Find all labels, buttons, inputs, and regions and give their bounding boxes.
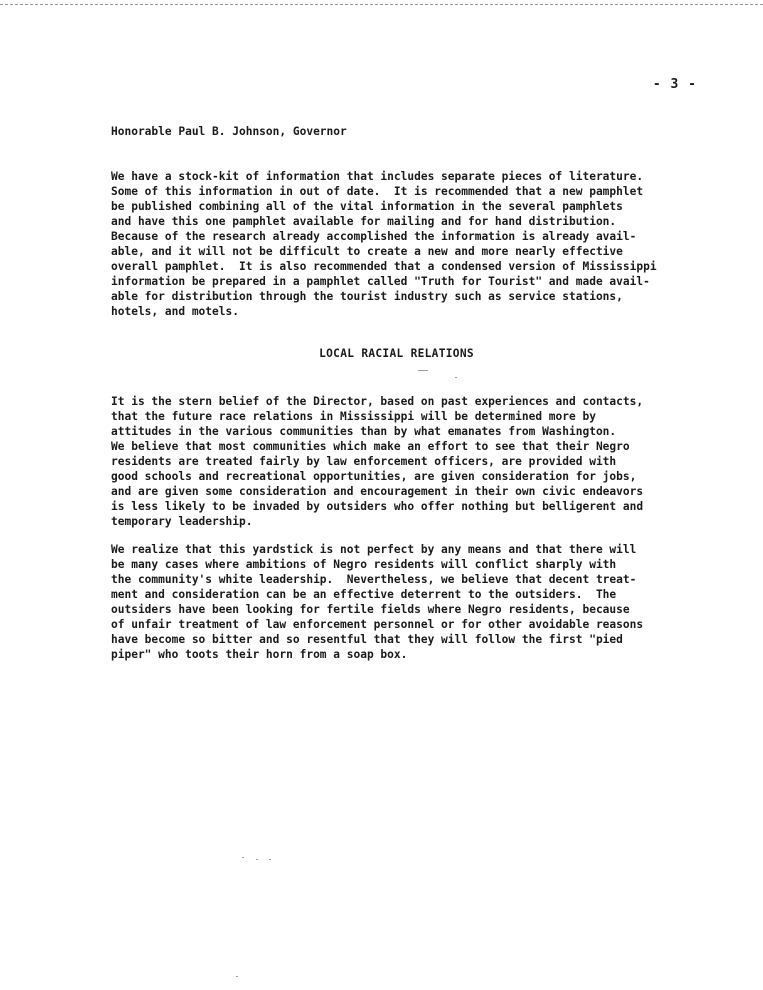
scan-speck	[236, 976, 238, 977]
scan-speck	[418, 370, 428, 371]
page-number: - 3 -	[652, 77, 697, 92]
scan-speck	[256, 859, 258, 860]
paragraph-yardstick: We realize that this yardstick is not perfect by any means and that there will be many cases where ambitions of Negro residents will conflict sharply with the community's white leadership. Nevertheless, we believe that decent treat- ment and consideration can be an effective deterrent to the outsiders. The outsiders have been looking for fertile fields where Negro residents, because of unfair treatment of law enforcement personnel or for other avoidable reasons have become so bitter and so resentful that they will follow the first "pied piper" who toots their horn from a soap box.	[111, 543, 644, 661]
scan-speck	[455, 377, 457, 378]
paragraph-race-relations: It is the stern belief of the Director, based on past experiences and contacts, that the future race relations in Mississippi will be determined more by attitudes in the various communities than by what emanates from Washington. We believe that most communities which make an effort to see that their Negro residents are treated fairly by law enforcement officers, are provided with good schools and recreational opportunities, are given consideration for jobs, and are given some consideration and encouragement in their own civic endeavors is less likely to be invaded by outsiders who offer nothing but belligerent and temporary leadership.	[111, 395, 644, 528]
scan-speck	[269, 859, 271, 860]
page-top-edge	[0, 0, 763, 5]
salutation: Honorable Paul B. Johnson, Governor	[111, 125, 347, 138]
section-heading: LOCAL RACIAL RELATIONS	[319, 347, 474, 360]
paragraph-literature: We have a stock-kit of information that includes separate pieces of literature. Some of this information in out of date. It is recommended that a new pamphlet be published combining all of the vital information in the several pamphlets and have this one pamphlet available for mailing and for hand distribution. Because of the research already accomplished the information is already avail- able, and it will not be difficult to create a new and more nearly effective overall pamphlet. It is also recommended that a condensed version of Mississippi information be prepared in a pamphlet called "Truth for Tourist" and made avail- able for distribution through the tourist industry such as service stations, hotels, and motels.	[111, 170, 657, 318]
scan-speck	[242, 857, 244, 858]
